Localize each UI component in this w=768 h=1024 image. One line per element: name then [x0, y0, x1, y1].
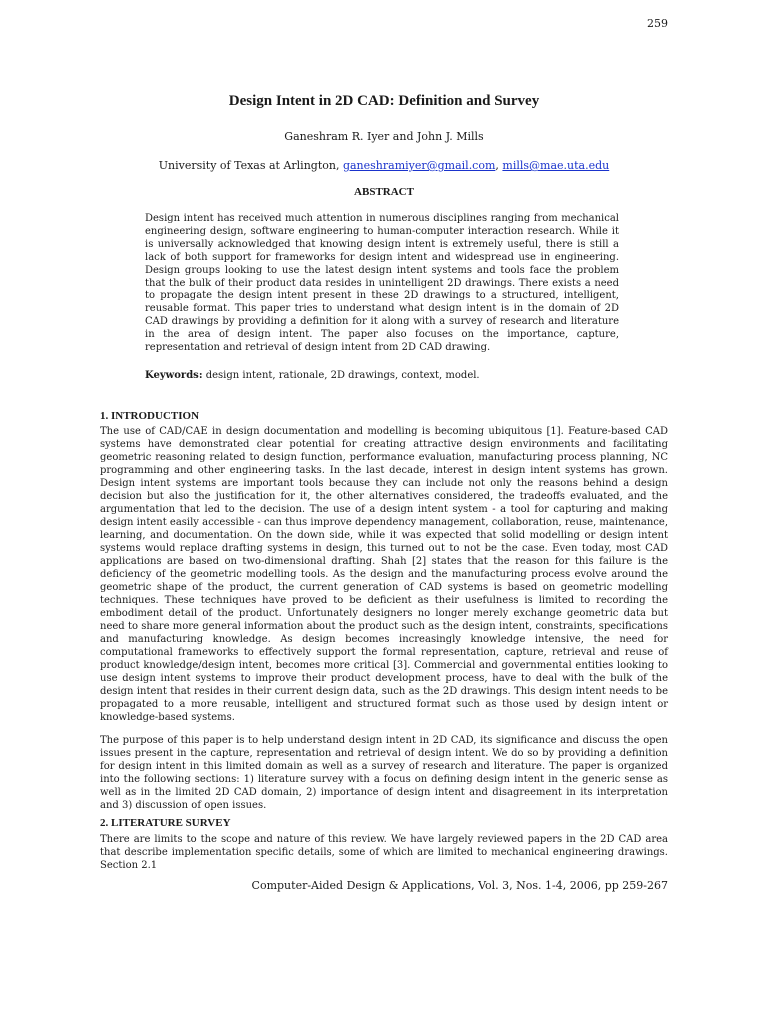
page-number: 259 — [647, 17, 668, 30]
email-link-iyer[interactable]: ganeshramiyer@gmail.com — [342, 159, 496, 172]
abstract-text: Design intent has received much attention in numerous disciplines ranging from mechanical engineering design, software engineering to human-computer interaction research. While it is universally acknowledged that knowing design intent is extremely useful, there is still a lack of both support for frameworks for design intent and widespread use in engineering. Design groups looking to use the latest design intent systems and tools face the problem that the bulk of their product data resides in unintelligent 2D drawings. There exists a need to propagate the design intent present in these 2D drawings to a structured, intelligent, reusable format. This paper tries to understand what design intent is in the domain of 2D CAD drawings by providing a definition for it along with a survey of research and literature in the area of design intent. The paper also focuses on the importance, capture, representation and retrieval of design intent from 2D CAD drawing. — [145, 213, 619, 354]
paper-authors: Ganeshram R. Iyer and John J. Mills — [284, 130, 484, 143]
abstract-heading: ABSTRACT — [354, 186, 414, 198]
affiliation-separator: , — [495, 159, 503, 172]
introduction-paragraph-1: The use of CAD/CAE in design documentation and modelling is becoming ubiquitous [1]. Feature-based CAD systems have demonstrated clear potential for creating attractive design environments and facilitating geometric reasoning related to design function, performance evaluation, manufacturing process planning, NC programming and other engineering tasks. In the last decade, interest in design intent systems has grown. Design intent systems are important tools because they can include not only the reasons behind a design decision but also the justification for it, the other alternatives considered, the tradeoffs evaluated, and the argumentation that led to the decision. The use of a design intent system - a tool for capturing and making design intent easily accessible - can thus improve dependency management, collaboration, reuse, maintenance, learning, and documentation. On the down side, while it was expected that solid modelling or design intent systems would replace drafting systems in design, this turned out to not be the case. Even today, most CAD applications are based on two-dimensional drafting. Shah [2] states that the reason for this failure is the deficiency of the geometric modelling tools. As the design and the manufacturing process evolve around the geometric shape of the product, the current generation of CAD systems is based on geometric modelling techniques. These techniques have proved to be deficient as their usefulness is limited to recording the embodiment detail of the product. Unfortunately designers no longer merely exchange geometric data but need to share more general information about the product such as the design intent, constraints, specifications and manufacturing knowledge. As design becomes increasingly knowledge intensive, the need for computational frameworks to effectively support the formal representation, capture, retrieval and reuse of product knowledge/design intent, becomes more critical [3]. Commercial and governmental entities looking to use design intent systems to improve their product development process, have to deal with the bulk of the design intent that resides in their current design data, such as the 2D drawings. This design intent needs to be propagated to a more reusable, intelligent and structured format such as those used by design intent or knowledge-based systems. — [100, 426, 668, 723]
paper-title: Design Intent in 2D CAD: Definition and Survey — [228, 93, 540, 109]
keywords-label: Keywords: — [145, 370, 203, 381]
literature-survey-paragraph-1: There are limits to the scope and nature of this review. We have largely reviewed papers in the 2D CAD area that describe implementation specific details, some of which are limited to mechanical engineering drawings. Section 2.1 — [100, 834, 668, 871]
journal-footer: Computer-Aided Design & Applications, Vol. 3, Nos. 1-4, 2006, pp 259-267 — [251, 879, 668, 892]
section-heading-introduction: 1. INTRODUCTION — [100, 410, 200, 422]
keywords-text: design intent, rationale, 2D drawings, context, model. — [202, 370, 480, 381]
email-link-mills[interactable]: mills@mae.uta.edu — [502, 159, 610, 172]
affiliation-line — [0, 159, 768, 172]
keywords-line — [145, 369, 619, 382]
section-heading-literature-survey: 2. LITERATURE SURVEY — [100, 817, 231, 829]
affiliation-institution: University of Texas at Arlington, — [158, 159, 343, 172]
introduction-paragraph-2: The purpose of this paper is to help understand design intent in 2D CAD, its significance and discuss the open issues present in the capture, representation and retrieval of design intent. We do so by providing a definition for design intent in this limited domain as well as a survey of research and literature. The paper is organized into the following sections: 1) literature survey with a focus on defining design intent in the generic sense as well as in the limited 2D CAD domain, 2) importance of design intent and disagreement in its interpretation and 3) discussion of open issues. — [100, 735, 668, 811]
